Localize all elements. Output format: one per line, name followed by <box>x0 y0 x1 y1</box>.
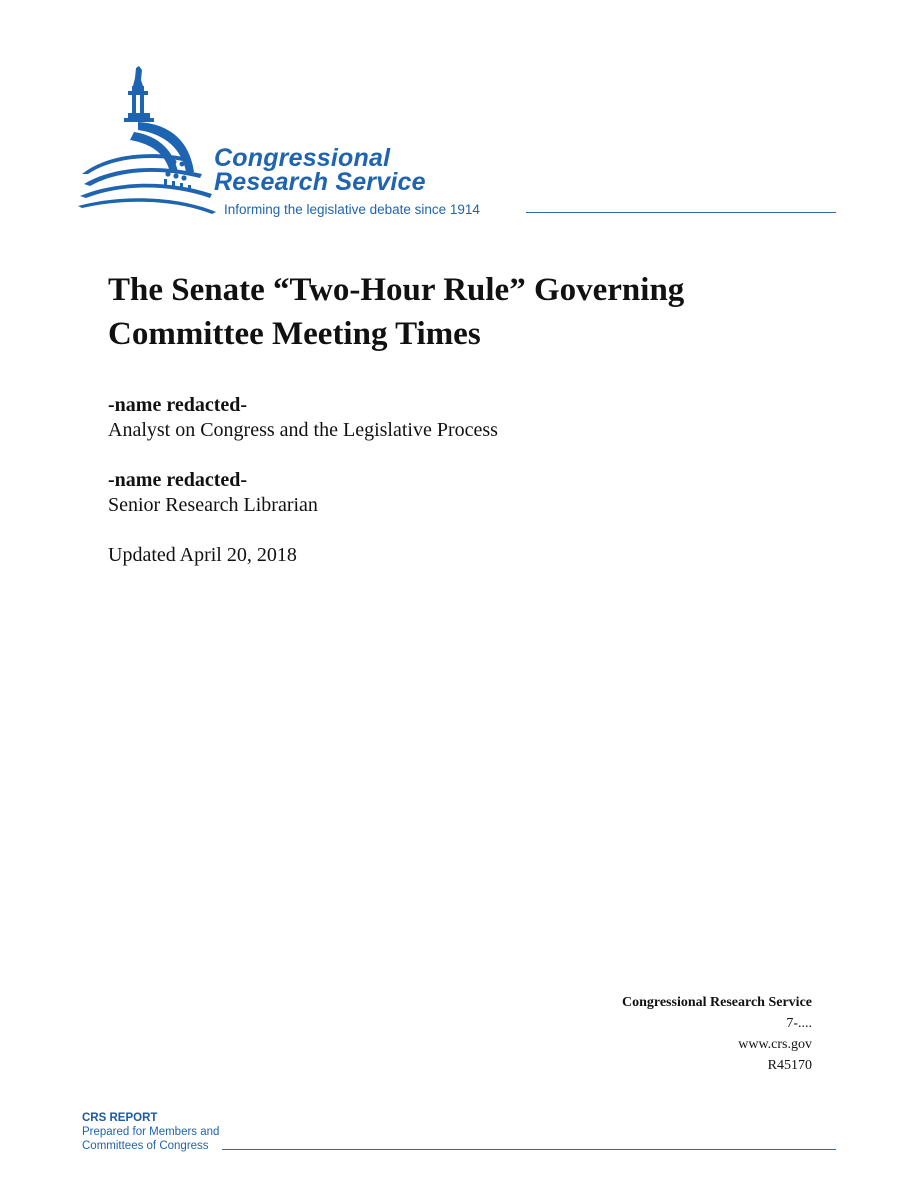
meta-org: Congressional Research Service <box>621 995 812 1010</box>
footer-line3: Committees of Congress <box>82 1140 209 1152</box>
report-meta <box>622 992 812 1076</box>
author-block <box>108 468 808 518</box>
author-role: Senior Research Librarian <box>108 494 318 516</box>
footer-line2: Prepared for Members and <box>82 1126 220 1138</box>
logo-name <box>214 146 426 194</box>
author-name: -name redacted- <box>108 469 248 491</box>
logo-name-line1: Congressional <box>214 144 391 172</box>
capitol-dome-icon <box>78 62 228 222</box>
author-role: Analyst on Congress and the Legislative Process <box>108 419 498 441</box>
logo-name-line2: Research Service <box>214 168 426 196</box>
author-name: -name redacted- <box>108 394 248 416</box>
footer-line1: CRS REPORT <box>82 1112 158 1124</box>
updated-date: Updated April 20, 2018 <box>108 544 297 566</box>
logo-divider <box>526 212 836 213</box>
author-block <box>108 393 808 443</box>
report-title: The Senate “Two-Hour Rule” Governing Committee Meeting Times <box>108 272 685 352</box>
logo-tagline: Informing the legislative debate since 1914 <box>224 202 480 217</box>
crs-logo <box>78 62 838 222</box>
footer-divider <box>222 1149 836 1150</box>
meta-report-number: R45170 <box>767 1058 812 1073</box>
meta-phone: 7-.... <box>786 1016 812 1031</box>
meta-url: www.crs.gov <box>738 1037 812 1052</box>
crs-report-footer <box>82 1111 219 1153</box>
